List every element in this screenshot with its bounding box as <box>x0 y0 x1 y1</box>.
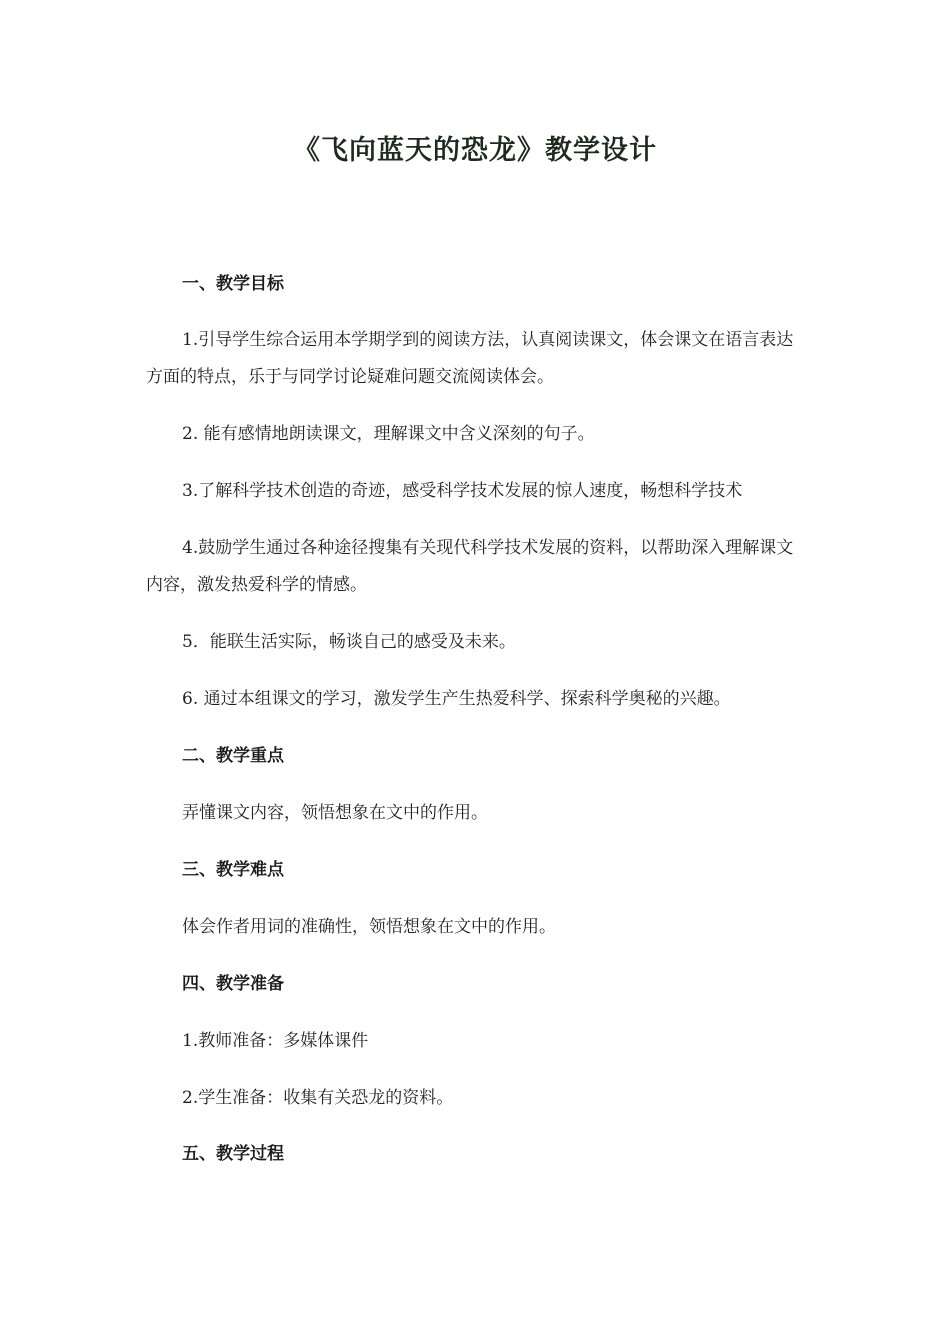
preparation-item-teacher: 1.教师准备：多媒体课件 <box>182 1031 369 1051</box>
key-points-text: 弄懂课文内容，领悟想象在文中的作用。 <box>182 803 488 823</box>
objective-item-2: 2. 能有感情地朗读课文，理解课文中含义深刻的句子。 <box>182 424 595 444</box>
objective-item-1: 1.引导学生综合运用本学期学到的阅读方法，认真阅读课文，体会课文在语言表达方面的特点，乐于与同学讨论疑难问题交流阅读体会。 <box>146 330 794 387</box>
objective-item-3: 3.了解科学技术创造的奇迹，感受科学技术发展的惊人速度，畅想科学技术 <box>182 481 743 501</box>
difficulties-text: 体会作者用词的准确性，领悟想象在文中的作用。 <box>182 917 556 937</box>
objective-item-5: 5．能联生活实际，畅谈自己的感受及未来。 <box>182 632 516 652</box>
section-heading-process: 五、教学过程 <box>182 1144 284 1164</box>
objective-item-4: 4.鼓励学生通过各种途径搜集有关现代科学技术发展的资料，以帮助深入理解课文内容，激发热爱科学的情感。 <box>146 538 794 595</box>
section-heading-preparation: 四、教学准备 <box>182 974 284 994</box>
section-heading-difficulties: 三、教学难点 <box>182 860 284 880</box>
section-heading-objectives: 一、教学目标 <box>182 274 284 294</box>
document-title: 《飞向蓝天的恐龙》教学设计 <box>293 135 657 166</box>
objective-item-6: 6. 通过本组课文的学习，激发学生产生热爱科学、探索科学奥秘的兴趣。 <box>182 689 731 709</box>
section-heading-key-points: 二、教学重点 <box>182 746 284 766</box>
preparation-item-student: 2.学生准备：收集有关恐龙的资料。 <box>182 1088 454 1108</box>
